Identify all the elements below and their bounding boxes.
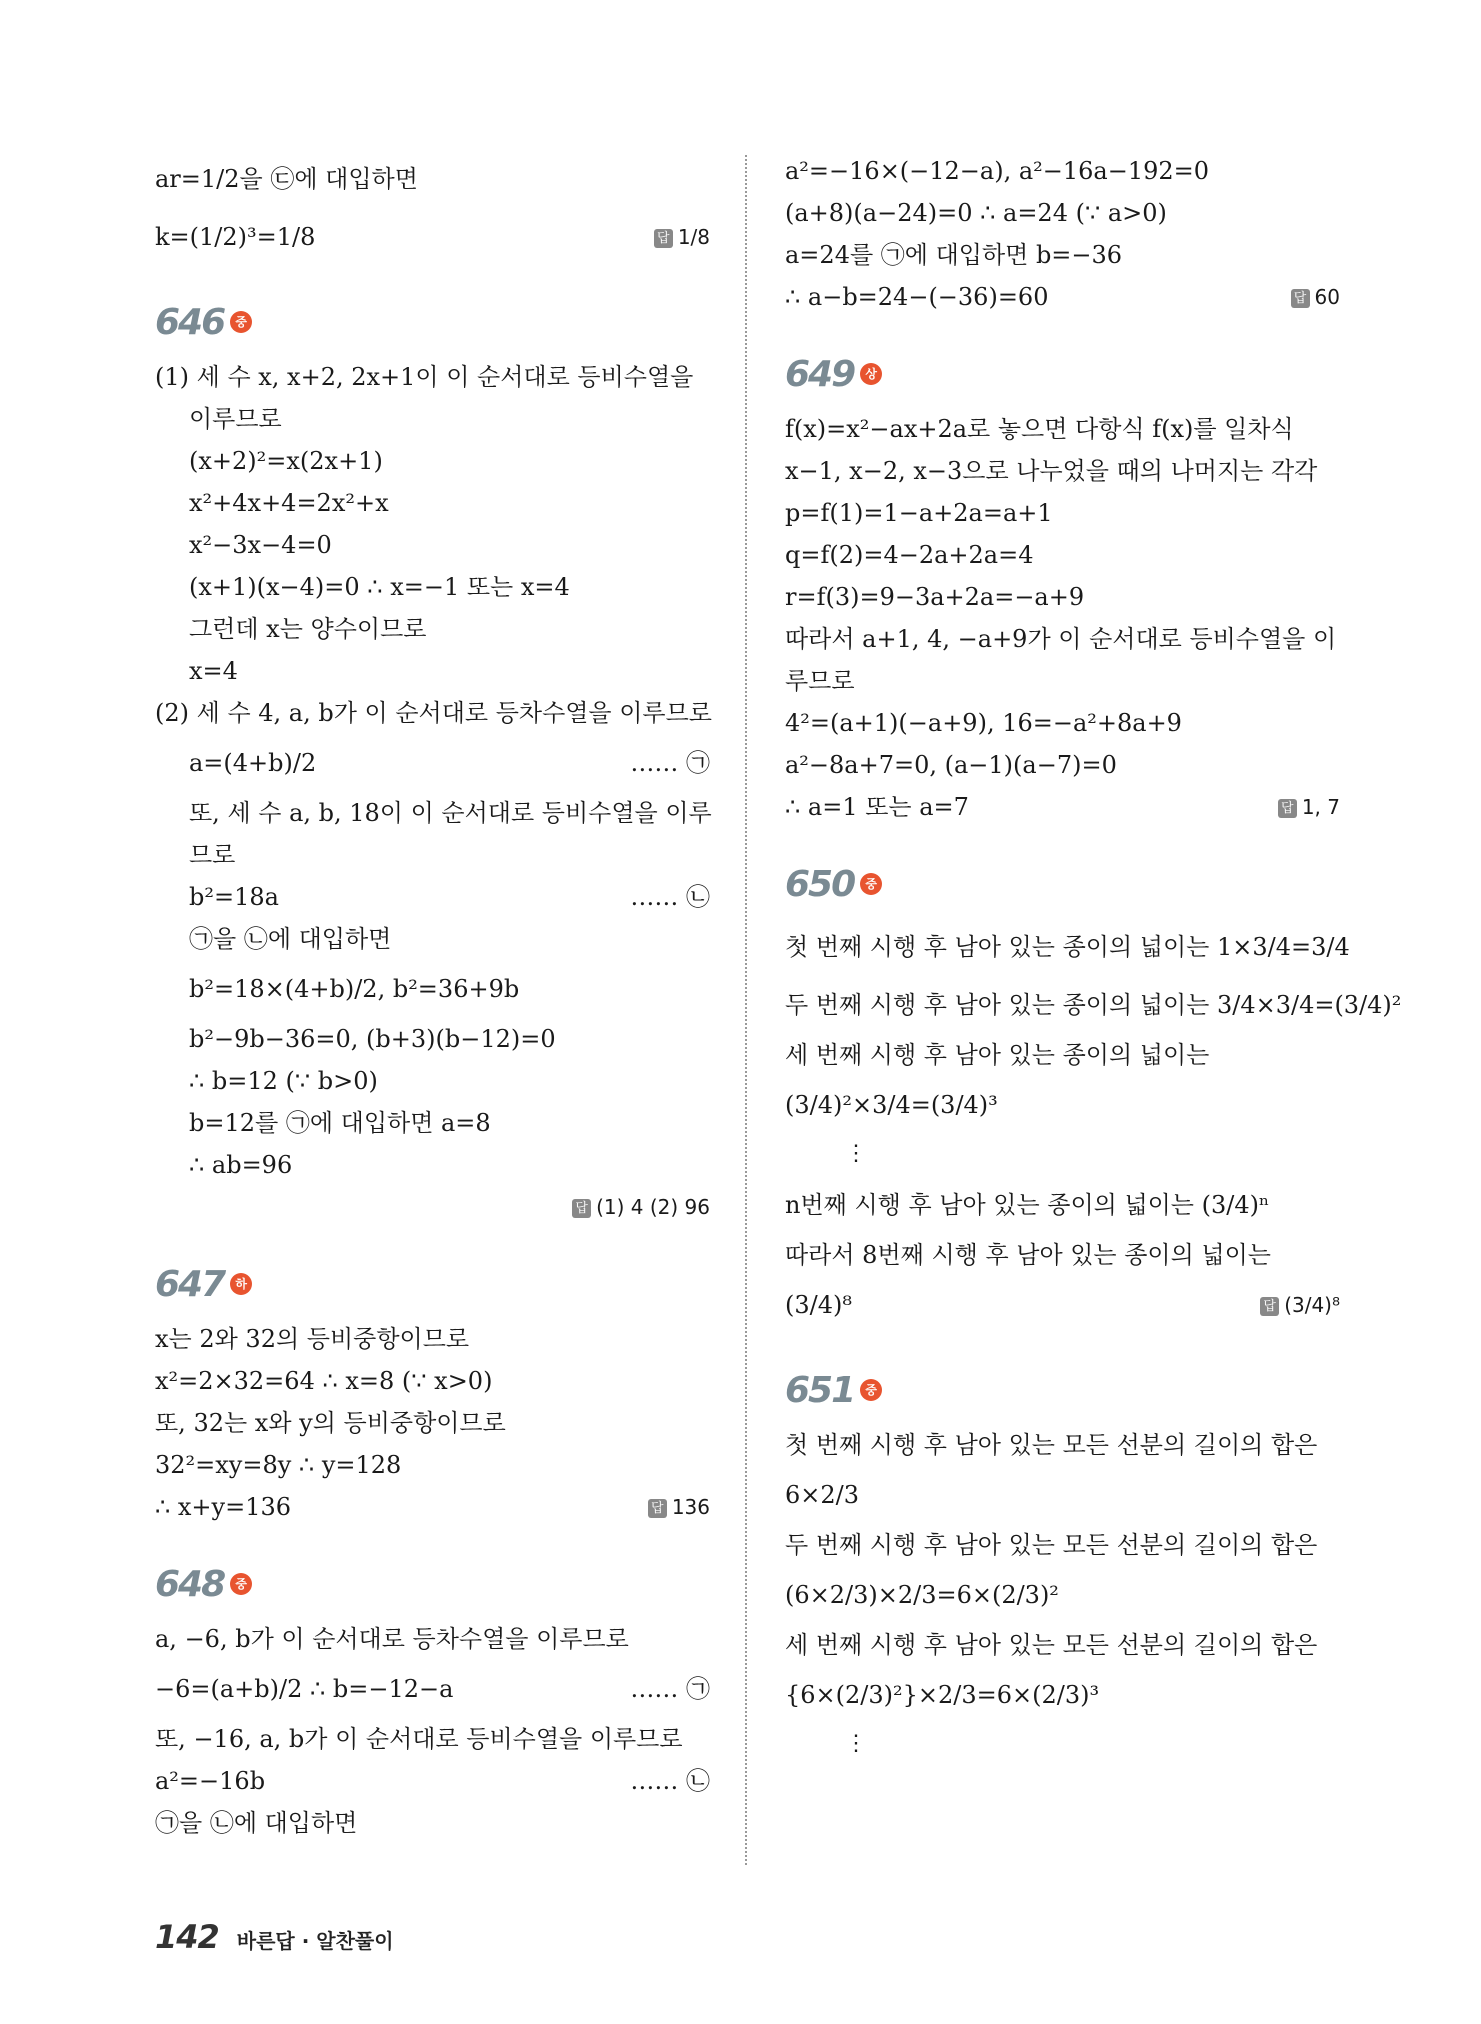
math-line: r=f(3)=9−3a+2a=−a+9 — [785, 583, 1085, 611]
answer-label: 답 1, 7 — [1278, 786, 1340, 828]
problem-header-646 — [155, 298, 710, 346]
math-line: 므로 — [189, 841, 236, 869]
answer-icon: 답 — [654, 229, 673, 248]
column-divider — [745, 155, 747, 1865]
math-line: b²=18a …… ㉡ — [155, 876, 710, 918]
math-line: n번째 시행 후 남아 있는 종이의 넓이는 (3/4)ⁿ — [785, 1191, 1270, 1219]
problem-number: 648 — [155, 1563, 225, 1605]
math-line: (2) 세 수 4, a, b가 이 순서대로 등차수열을 이루므로 — [155, 699, 712, 727]
problem-number: 649 — [785, 353, 855, 395]
problem-header-648 — [155, 1560, 710, 1608]
math-line: 4²=(a+1)(−a+9), 16=−a²+8a+9 — [785, 709, 1182, 737]
answer-icon: 답 — [572, 1199, 591, 1218]
difficulty-badge: 중 — [860, 1379, 882, 1401]
math-line: 또, 세 수 a, b, 18이 이 순서대로 등비수열을 이루 — [189, 799, 712, 827]
math-line: 첫 번째 시행 후 남아 있는 종이의 넓이는 1×3/4=3/4 — [785, 933, 1350, 961]
difficulty-badge: 중 — [230, 311, 252, 333]
right-column — [785, 150, 1402, 1766]
problem-number: 650 — [785, 863, 855, 905]
math-line: ∴ ab=96 — [189, 1151, 293, 1179]
math-line: ∴ a=1 또는 a=7 답 1, 7 — [785, 786, 1340, 828]
math-line: 32²=xy=8y ∴ y=128 — [155, 1451, 402, 1479]
math-line: k=(1/2)³=1/8 답 1/8 — [155, 208, 710, 266]
answer-icon: 답 — [1260, 1297, 1279, 1316]
math-line: 첫 번째 시행 후 남아 있는 모든 선분의 길이의 합은 — [785, 1431, 1318, 1459]
math-line: a²−8a+7=0, (a−1)(a−7)=0 — [785, 751, 1117, 779]
math-line: x는 2와 32의 등비중항이므로 — [155, 1325, 470, 1353]
answer-label: 답 136 — [648, 1486, 710, 1528]
difficulty-badge: 중 — [860, 873, 882, 895]
answer-icon: 답 — [648, 1499, 667, 1518]
math-line: 그런데 x는 양수이므로 — [189, 615, 427, 643]
math-line: 두 번째 시행 후 남아 있는 종이의 넓이는 3/4×3/4=(3/4)² — [785, 991, 1402, 1019]
math-line: x−1, x−2, x−3으로 나누었을 때의 나머지는 각각 — [785, 457, 1318, 485]
answer-line — [155, 1186, 710, 1228]
math-line: 따라서 a+1, 4, −a+9가 이 순서대로 등비수열을 이 — [785, 625, 1337, 653]
equation-mark: …… ㉡ — [630, 1767, 710, 1795]
math-line: b²=18×(4+b)/2, b²=36+9b — [189, 975, 520, 1003]
math-line: (x+1)(x−4)=0 ∴ x=−1 또는 x=4 — [189, 573, 570, 601]
page-number: 142 — [155, 1918, 219, 1956]
math-line: (a+8)(a−24)=0 ∴ a=24 (∵ a>0) — [785, 199, 1167, 227]
answer-icon: 답 — [1291, 289, 1310, 308]
problem-number: 646 — [155, 301, 225, 343]
math-line: b=12를 ㉠에 대입하면 a=8 — [189, 1109, 491, 1137]
problem-header-647 — [155, 1260, 710, 1308]
math-line: a=(4+b)/2 …… ㉠ — [155, 734, 710, 792]
answer-icon: 답 — [1278, 799, 1297, 818]
book-title: 바른답 · 알찬풀이 — [236, 1929, 394, 1953]
math-line: ∴ a−b=24−(−36)=60 답 60 — [785, 276, 1340, 318]
equation-mark: …… ㉠ — [630, 749, 710, 777]
math-line: {6×(2/3)²}×2/3=6×(2/3)³ — [785, 1681, 1100, 1709]
math-line: a=24를 ㉠에 대입하면 b=−36 — [785, 241, 1123, 269]
math-line: ar=1/2을 ㉢에 대입하면 — [155, 165, 418, 193]
answer-label: 답 (3/4)⁸ — [1260, 1276, 1340, 1334]
math-line: a²=−16b …… ㉡ — [155, 1760, 710, 1802]
page-footer — [155, 1918, 394, 1956]
math-line: −6=(a+b)/2 ∴ b=−12−a …… ㉠ — [155, 1660, 710, 1718]
answer-label: 답 (1) 4 (2) 96 — [572, 1186, 710, 1228]
answer-label: 답 1/8 — [654, 208, 710, 266]
math-line: x²−3x−4=0 — [189, 531, 332, 559]
math-line: a, −6, b가 이 순서대로 등차수열을 이루므로 — [155, 1625, 629, 1653]
math-line: (x+2)²=x(2x+1) — [189, 447, 383, 475]
math-line: ∴ b=12 (∵ b>0) — [189, 1067, 378, 1095]
math-line: ∴ x+y=136 답 136 — [155, 1486, 710, 1528]
math-line: ㉠을 ㉡에 대입하면 — [155, 1809, 358, 1837]
problem-number: 651 — [785, 1369, 855, 1411]
math-line: x²+4x+4=2x²+x — [189, 489, 389, 517]
problem-number: 647 — [155, 1263, 225, 1305]
problem-header-651 — [785, 1366, 1340, 1414]
math-line: (6×2/3)×2/3=6×(2/3)² — [785, 1581, 1059, 1609]
math-line: (3/4)⁸ 답 (3/4)⁸ — [785, 1276, 1340, 1334]
math-line: a²=−16×(−12−a), a²−16a−192=0 — [785, 157, 1210, 185]
math-line: 세 번째 시행 후 남아 있는 종이의 넓이는 — [785, 1041, 1210, 1069]
math-line: 세 번째 시행 후 남아 있는 모든 선분의 길이의 합은 — [785, 1631, 1318, 1659]
difficulty-badge: 상 — [860, 363, 882, 385]
equation-mark: …… ㉠ — [630, 1675, 710, 1703]
math-line: 또, 32는 x와 y의 등비중항이므로 — [155, 1409, 506, 1437]
math-line: x²=2×32=64 ∴ x=8 (∵ x>0) — [155, 1367, 493, 1395]
math-line: b²−9b−36=0, (b+3)(b−12)=0 — [189, 1025, 556, 1053]
math-line: f(x)=x²−ax+2a로 놓으면 다항식 f(x)를 일차식 — [785, 415, 1294, 443]
math-line: 따라서 8번째 시행 후 남아 있는 종이의 넓이는 — [785, 1241, 1271, 1269]
math-line: 또, −16, a, b가 이 순서대로 등비수열을 이루므로 — [155, 1725, 683, 1753]
math-line: (3/4)²×3/4=(3/4)³ — [785, 1091, 998, 1119]
difficulty-badge: 하 — [230, 1273, 252, 1295]
math-line: q=f(2)=4−2a+2a=4 — [785, 541, 1034, 569]
left-column — [155, 150, 710, 1844]
difficulty-badge: 중 — [230, 1573, 252, 1595]
math-line: x=4 — [189, 657, 238, 685]
vertical-ellipsis: ⋮ — [845, 1731, 867, 1756]
answer-label: 답 60 — [1291, 276, 1340, 318]
math-line: ㉠을 ㉡에 대입하면 — [189, 925, 392, 953]
math-line: p=f(1)=1−a+2a=a+1 — [785, 499, 1053, 527]
problem-header-650 — [785, 860, 1340, 908]
equation-mark: …… ㉡ — [630, 883, 710, 911]
math-line: 이루므로 — [189, 405, 282, 433]
math-line: (1) 세 수 x, x+2, 2x+1이 이 순서대로 등비수열을 — [155, 363, 694, 391]
problem-header-649 — [785, 350, 1340, 398]
math-line: 루므로 — [785, 667, 855, 695]
math-line: 6×2/3 — [785, 1481, 860, 1509]
vertical-ellipsis: ⋮ — [845, 1141, 867, 1166]
math-line: 두 번째 시행 후 남아 있는 모든 선분의 길이의 합은 — [785, 1531, 1318, 1559]
